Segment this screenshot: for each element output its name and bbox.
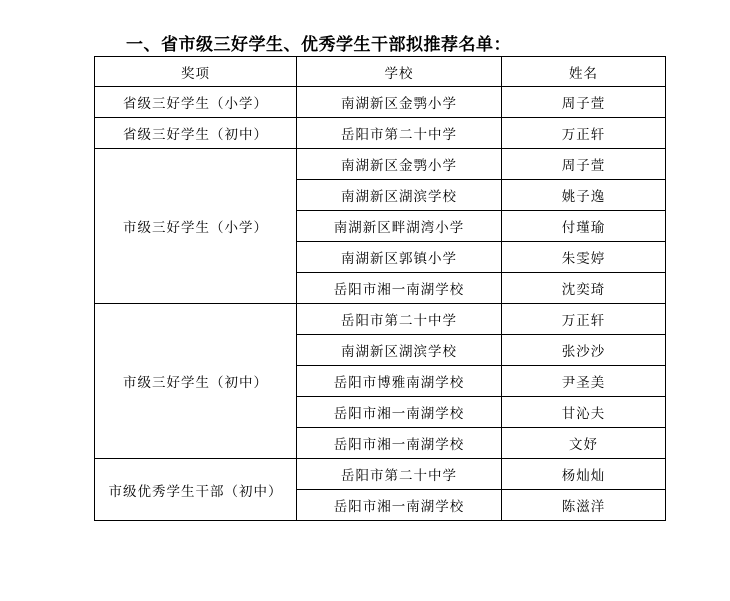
student-name-cell: 尹圣美 [502,366,666,397]
student-name-cell: 周子萱 [502,87,666,118]
student-name-cell: 张沙沙 [502,335,666,366]
header-school: 学校 [297,57,502,87]
header-award: 奖项 [95,57,297,87]
school-cell: 南湖新区郭镇小学 [297,242,502,273]
table-header-row [95,57,666,87]
award-cell: 省级三好学生（小学） [95,87,297,118]
document-title: 一、省市级三好学生、优秀学生干部拟推荐名单： [126,35,511,55]
student-name-cell: 文妤 [502,428,666,459]
student-name-cell: 周子萱 [502,149,666,180]
school-cell: 南湖新区金鹗小学 [297,87,502,118]
award-cell: 市级三好学生（初中） [95,304,297,459]
award-cell: 市级三好学生（小学） [95,149,297,304]
student-name-cell: 万正轩 [502,304,666,335]
school-cell: 岳阳市博雅南湖学校 [297,366,502,397]
recommendation-table [94,56,666,521]
school-cell: 岳阳市第二十中学 [297,118,502,149]
table-row [95,149,666,180]
school-cell: 岳阳市第二十中学 [297,459,502,490]
school-cell: 岳阳市湘一南湖学校 [297,273,502,304]
student-name-cell: 甘沁夫 [502,397,666,428]
student-name-cell: 付瑾瑜 [502,211,666,242]
school-cell: 岳阳市湘一南湖学校 [297,490,502,521]
table-row [95,87,666,118]
table-body [95,87,666,521]
student-name-cell: 杨灿灿 [502,459,666,490]
student-name-cell: 朱雯婷 [502,242,666,273]
school-cell: 南湖新区金鹗小学 [297,149,502,180]
student-name-cell: 万正轩 [502,118,666,149]
school-cell: 南湖新区畔湖湾小学 [297,211,502,242]
student-name-cell: 陈滋洋 [502,490,666,521]
school-cell: 南湖新区湖滨学校 [297,335,502,366]
student-name-cell: 姚子逸 [502,180,666,211]
award-cell: 市级优秀学生干部（初中） [95,459,297,521]
table-row [95,304,666,335]
table-row [95,118,666,149]
award-cell: 省级三好学生（初中） [95,118,297,149]
header-name: 姓名 [502,57,666,87]
student-name-cell: 沈奕琦 [502,273,666,304]
school-cell: 岳阳市湘一南湖学校 [297,397,502,428]
school-cell: 南湖新区湖滨学校 [297,180,502,211]
table-row [95,459,666,490]
school-cell: 岳阳市湘一南湖学校 [297,428,502,459]
school-cell: 岳阳市第二十中学 [297,304,502,335]
